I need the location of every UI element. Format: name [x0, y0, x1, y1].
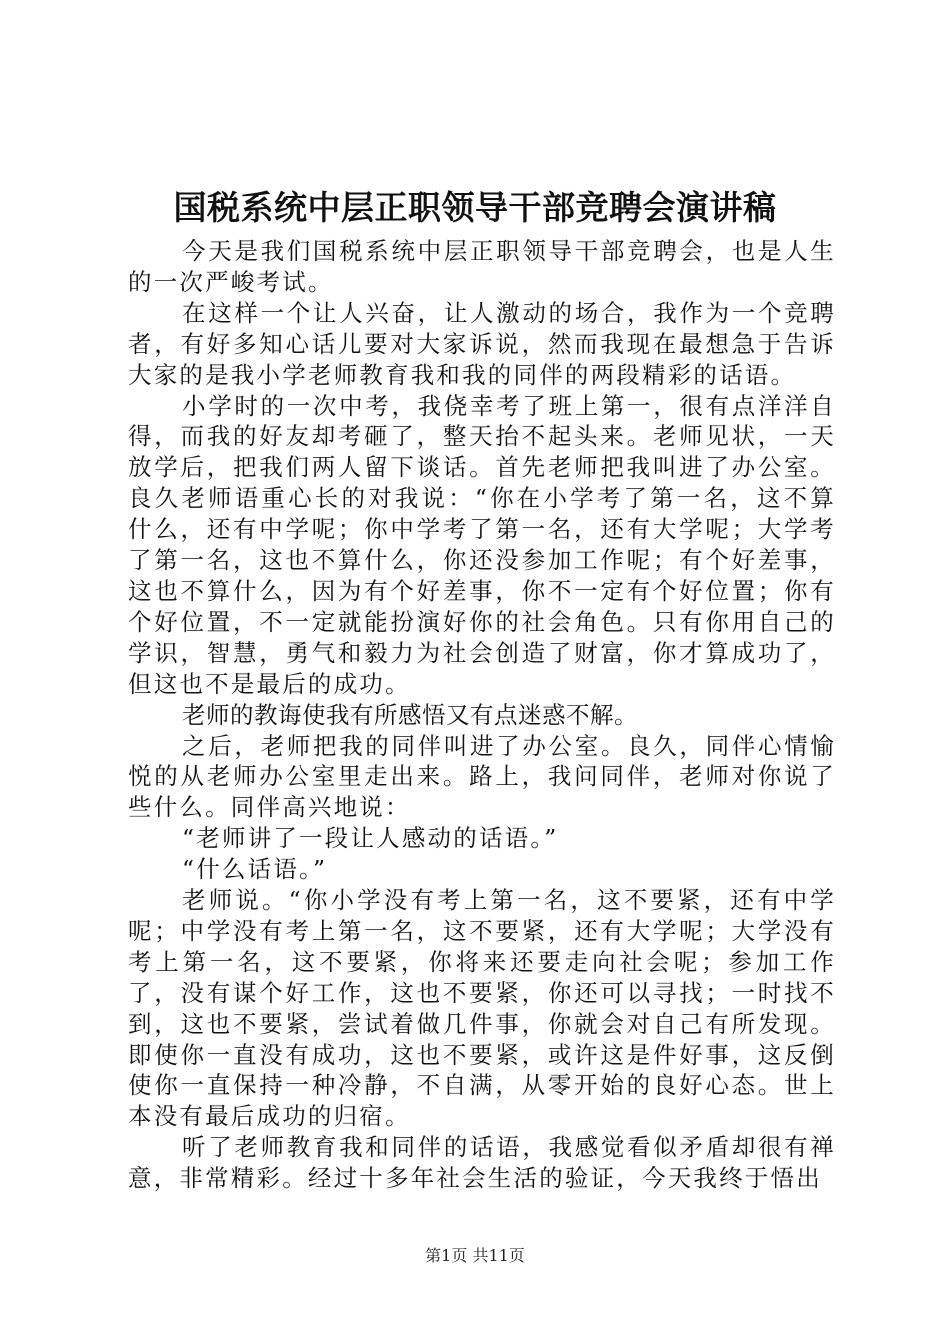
paragraph-6: “老师讲了一段让人感动的话语。” [182, 824, 559, 853]
paragraph-9: 听了老师教育我和同伴的话语，我感觉看似矛盾却很有禅意，非常精彩。经过十多年社会生活的验证，今天我终于悟出 [128, 1133, 836, 1193]
paragraph-1: 今天是我们国税系统中层正职领导干部竞聘会，也是人生的一次严峻考试。 [128, 237, 836, 296]
paragraph-5: 之后，老师把我的同伴叫进了办公室。良久，同伴心情愉悦的从老师办公室里走出来。路上，我问同伴，老师对你说了些什么。同伴高兴地说： [128, 731, 836, 822]
paragraph-2: 在这样一个让人兴奋，让人激动的场合，我作为一个竞聘者，有好多知心话儿要对大家诉说，然而我现在最想急于告诉大家的是我小学老师教育我和我的同伴的两段精彩的话语。 [128, 298, 836, 389]
paragraph-4: 老师的教诲使我有所感悟又有点迷惑不解。 [182, 700, 639, 729]
document-body [128, 236, 836, 1194]
paragraph-3: 小学时的一次中考，我侥幸考了班上第一，很有点洋洋自得，而我的好友却考砸了，整天抬不起头来。老师见状，一天放学后，把我们两人留下谈话。首先老师把我叫进了办公室。良久老师语重心长的对我说：“你在小学考了第一名，这不算什么，还有中学呢；你中学考了第一名，还有大学呢；大学考了第一名，这也不算什么，你还没参加工作呢；有个好差事，这也不算什么，因为有个好差事，你不一定有个好位置；你有个好位置，不一定就能扮演好你的社会角色。只有你用自己的学识，智慧，勇气和毅力为社会创造了财富，你才算成功了，但这也不是最后的成功。 [128, 391, 836, 698]
paragraph-8: 老师说。“你小学没有考上第一名，这不要紧，还有中学呢；中学没有考上第一名，这不要紧，还有大学呢；大学没有考上第一名，这不要紧，你将来还要走向社会呢；参加工作了，没有谋个好工作，这也不要紧，你还可以寻找；一时找不到，这也不要紧，尝试着做几件事，你就会对自己有所发现。即使你一直没有成功，这也不要紧，或许这是件好事，这反倒使你一直保持一种冷静，不自满，从零开始的良好心态。世上本没有最后成功的归宿。 [128, 886, 836, 1131]
page-number-footer: 第1页 共11页 [425, 1246, 525, 1265]
paragraph-7: “什么话语。” [182, 855, 328, 884]
document-title: 国税系统中层正职领导干部竞聘会演讲稿 [173, 188, 777, 227]
